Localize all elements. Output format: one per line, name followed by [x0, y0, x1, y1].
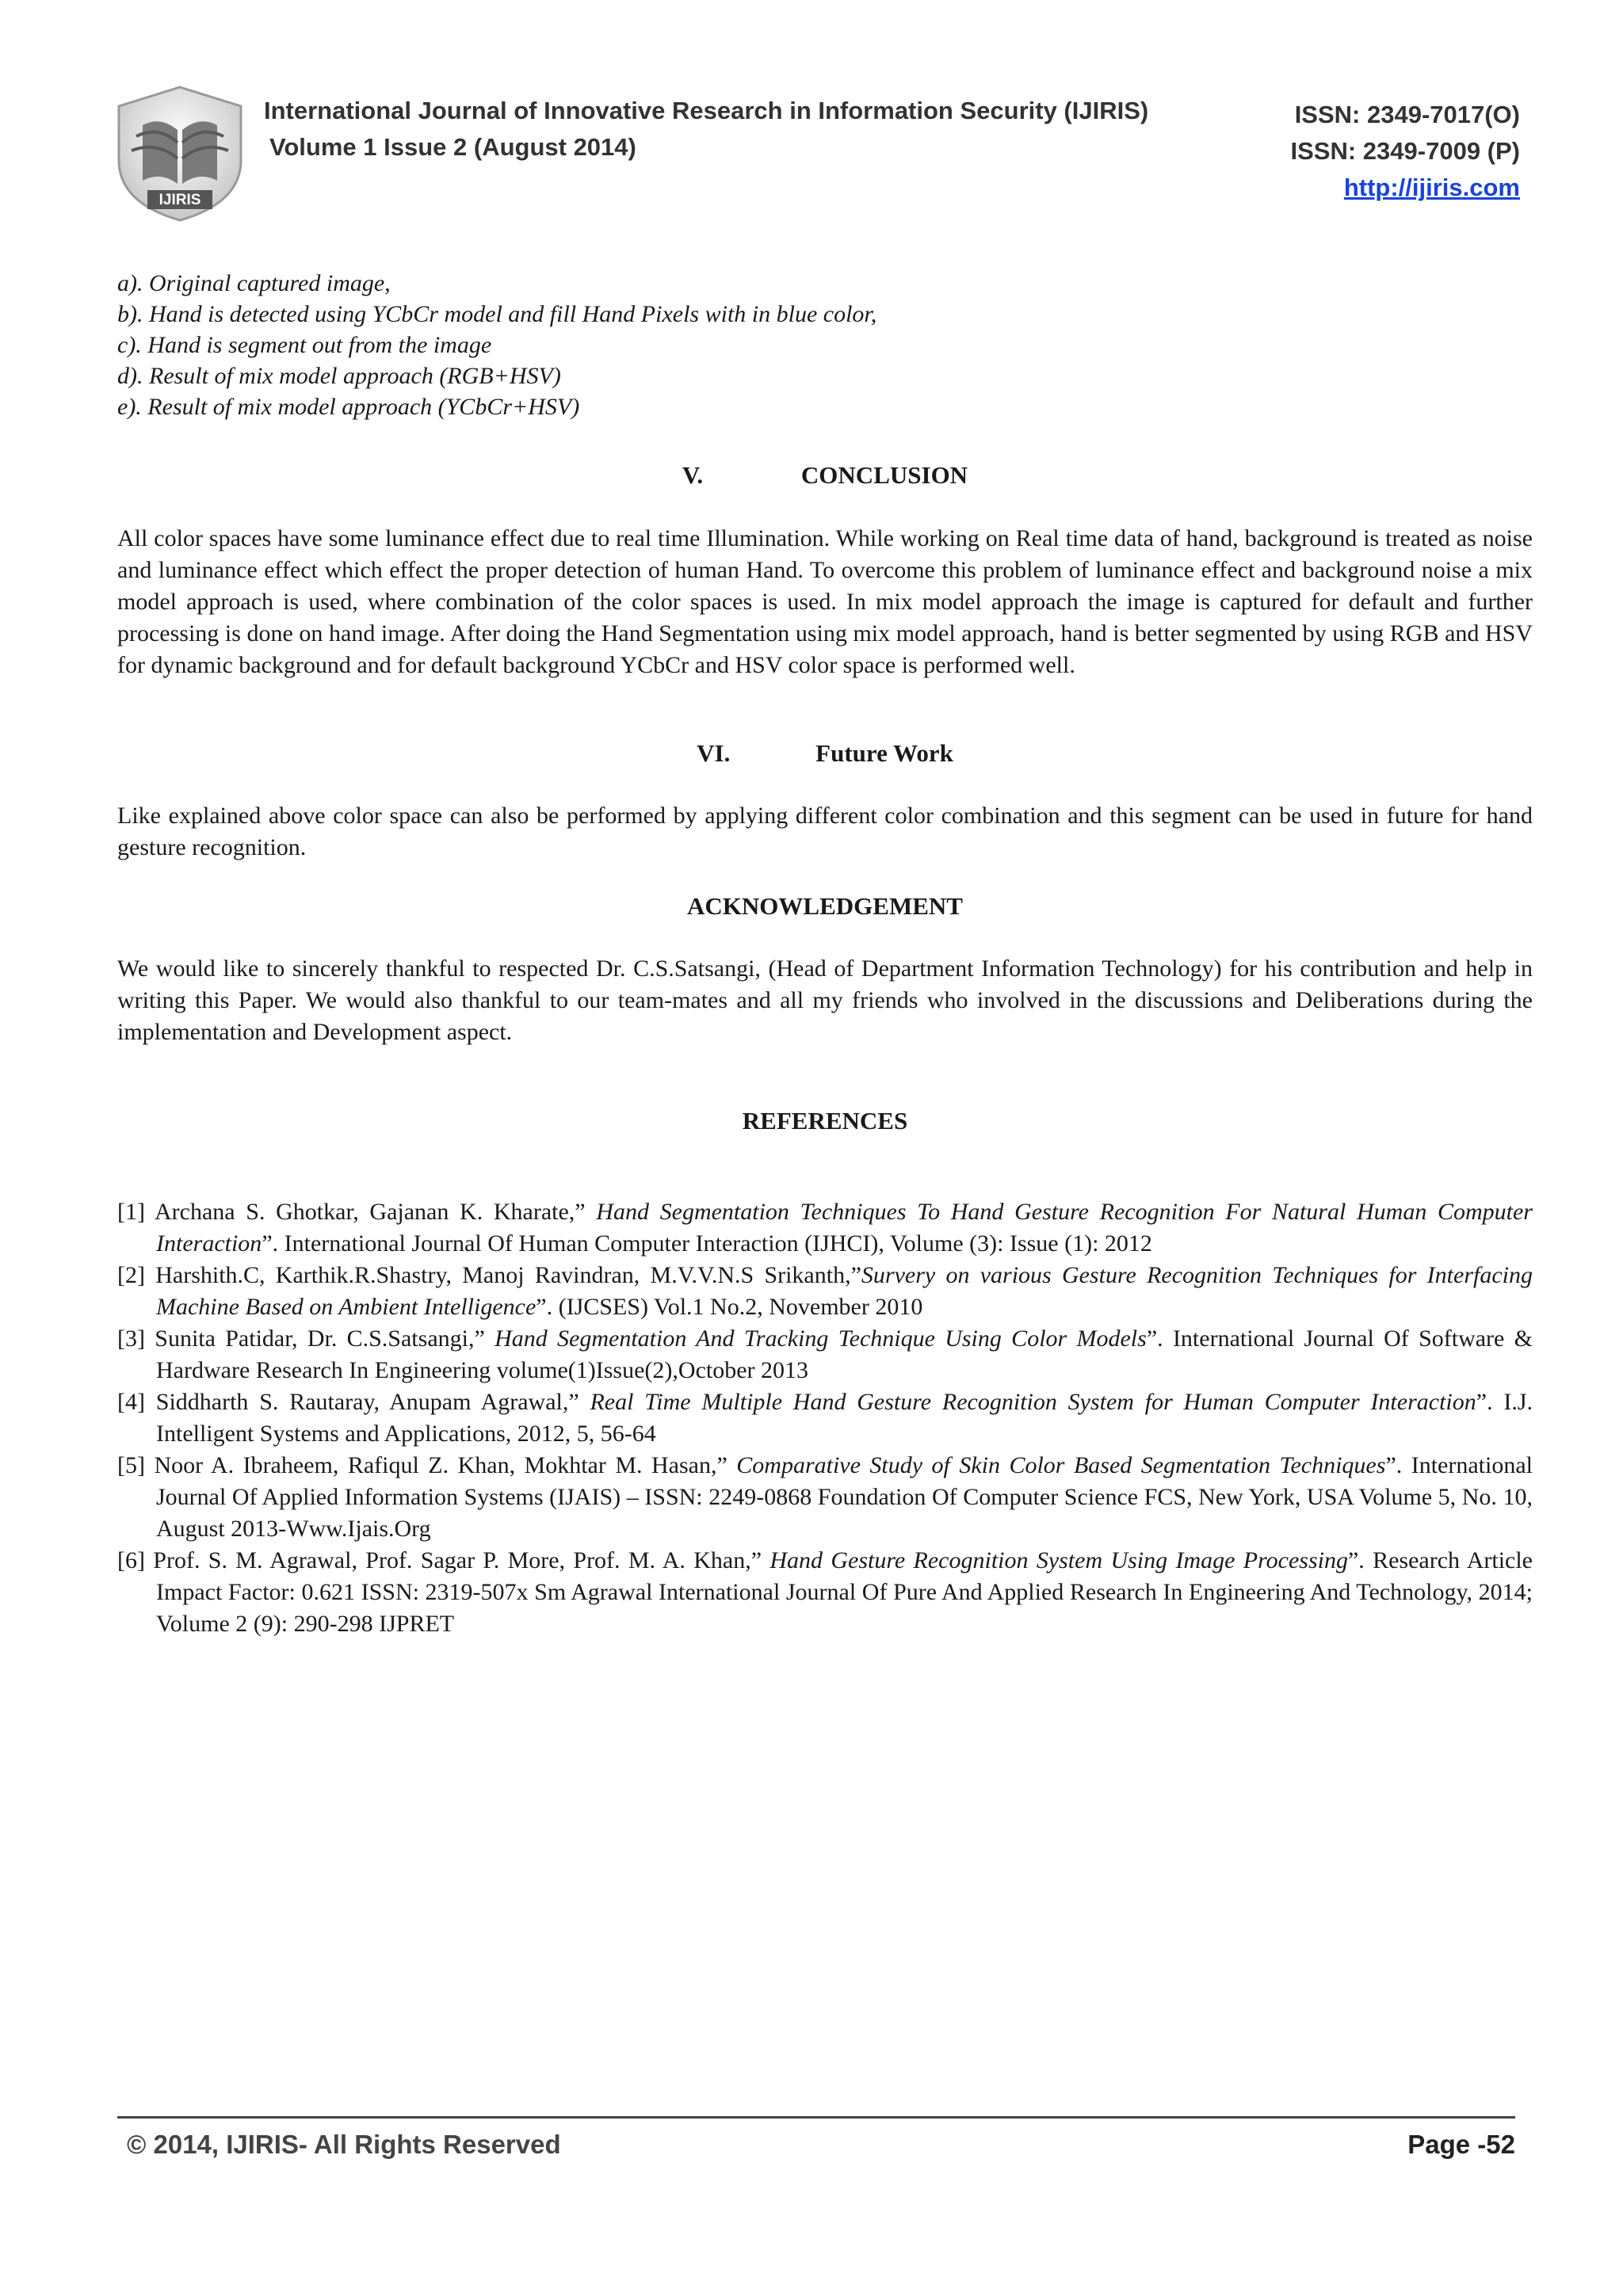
conclusion-title: CONCLUSION	[800, 461, 968, 489]
conclusion-number: V.	[682, 461, 704, 489]
caption-d: d). Result of mix model approach (RGB+HSV)	[117, 363, 561, 389]
acknowledgement-text: We would like to sincerely thankful to respected Dr. C.S.Satsangi, (Head of Department Information Technology) for his contribution and help in writing this Paper. We would also thankful to our team-mates and all my friends who involved in the discussions and Deliberations during the implementation and Development aspect.	[117, 955, 1533, 1045]
conclusion-heading	[117, 460, 1533, 491]
issn-print: ISSN: 2349-7009 (P)	[1290, 137, 1520, 165]
footer-copyright: © 2014, IJIRIS- All Rights Reserved	[127, 2130, 561, 2159]
reference-item: [1] Archana S. Ghotkar, Gajanan K. Kharate,” Hand Segmentation Techniques To Hand Gesture Recognition For Natural Human Computer Interaction”. International Journal Of Human Computer Interaction (IJHCI), Volume (3): Issue (1): 2012	[117, 1199, 1533, 1257]
reference-item: [5] Noor A. Ibraheem, Rafiqul Z. Khan, Mokhtar M. Hasan,” Comparative Study of Skin Color Based Segmentation Techniques”. International Journal Of Applied Information Systems (IJAIS) – ISSN: 2249-0868 Foundation Of Computer Science FCS, New York, USA Volume 5, No. 10, August 2013-Www.Ijais.Org	[117, 1452, 1533, 1542]
reference-item: [2] Harshith.C, Karthik.R.Shastry, Manoj Ravindran, M.V.V.N.S Srikanth,”Survery on various Gesture Recognition Techniques for Interfacing Machine Based on Ambient Intelligence”. (IJCSES) Vol.1 No.2, November 2010	[117, 1262, 1533, 1320]
logo-text: IJIRIS	[158, 192, 201, 208]
acknowledgement-heading: ACKNOWLEDGEMENT	[687, 892, 963, 920]
journal-url-link[interactable]: http://ijiris.com	[1343, 174, 1520, 201]
issn-online: ISSN: 2349-7017(O)	[1294, 101, 1520, 128]
issn-block	[1291, 97, 1520, 206]
future-work-number: VI.	[697, 739, 731, 767]
caption-b: b). Hand is detected using YCbCr model and fill Hand Pixels with in blue color,	[117, 301, 877, 327]
references-heading: REFERENCES	[742, 1107, 908, 1135]
reference-item: [4] Siddharth S. Rautaray, Anupam Agrawal,” Real Time Multiple Hand Gesture Recognition System for Human Computer Interaction”. I.J. Intelligent Systems and Applications, 2012, 5, 56-64	[117, 1389, 1533, 1447]
conclusion-text: All color spaces have some luminance effect due to real time Illumination. While working on Real time data of hand, background is treated as noise and luminance effect which effect the proper detection of human Hand. To overcome this problem of luminance effect and background noise a mix model approach is used, where combination of the color spaces is used. In mix model approach the image is captured for default and further processing is done on hand image. After doing the Hand Segmentation using mix model approach, hand is better segmented by using RGB and HSV for dynamic background and for default background YCbCr and HSV color space is performed well.	[117, 525, 1533, 678]
reference-item: [3] Sunita Patidar, Dr. C.S.Satsangi,” Hand Segmentation And Tracking Technique Using Color Models”. International Journal Of Software & Hardware Research In Engineering volume(1)Issue(2),October 2013	[117, 1325, 1533, 1383]
figure-captions	[117, 268, 1533, 422]
journal-volume: Volume 1 Issue 2 (August 2014)	[269, 133, 636, 161]
reference-list	[117, 1196, 1533, 1640]
reference-item: [6] Prof. S. M. Agrawal, Prof. Sagar P. More, Prof. M. A. Khan,” Hand Gesture Recognition System Using Image Processing”. Research Article Impact Factor: 0.621 ISSN: 2319-507x Sm Agrawal International Journal Of Pure And Applied Research In Engineering And Technology, 2014; Volume 2 (9): 290-298 IJPRET	[117, 1547, 1533, 1637]
footer-divider	[117, 2116, 1515, 2119]
journal-title: International Journal of Innovative Research in Information Security (IJIRIS)	[264, 97, 1149, 124]
caption-a: a). Original captured image,	[117, 270, 391, 296]
future-work-title: Future Work	[815, 739, 953, 767]
caption-e: e). Result of mix model approach (YCbCr+HSV)	[117, 394, 580, 420]
footer-page-number: Page -52	[1407, 2130, 1515, 2159]
journal-logo	[113, 84, 247, 223]
future-work-text: Like explained above color space can also be performed by applying different color combination and this segment can be used in future for hand gesture recognition.	[117, 803, 1533, 860]
caption-c: c). Hand is segment out from the image	[117, 332, 492, 358]
future-work-heading	[117, 738, 1533, 769]
